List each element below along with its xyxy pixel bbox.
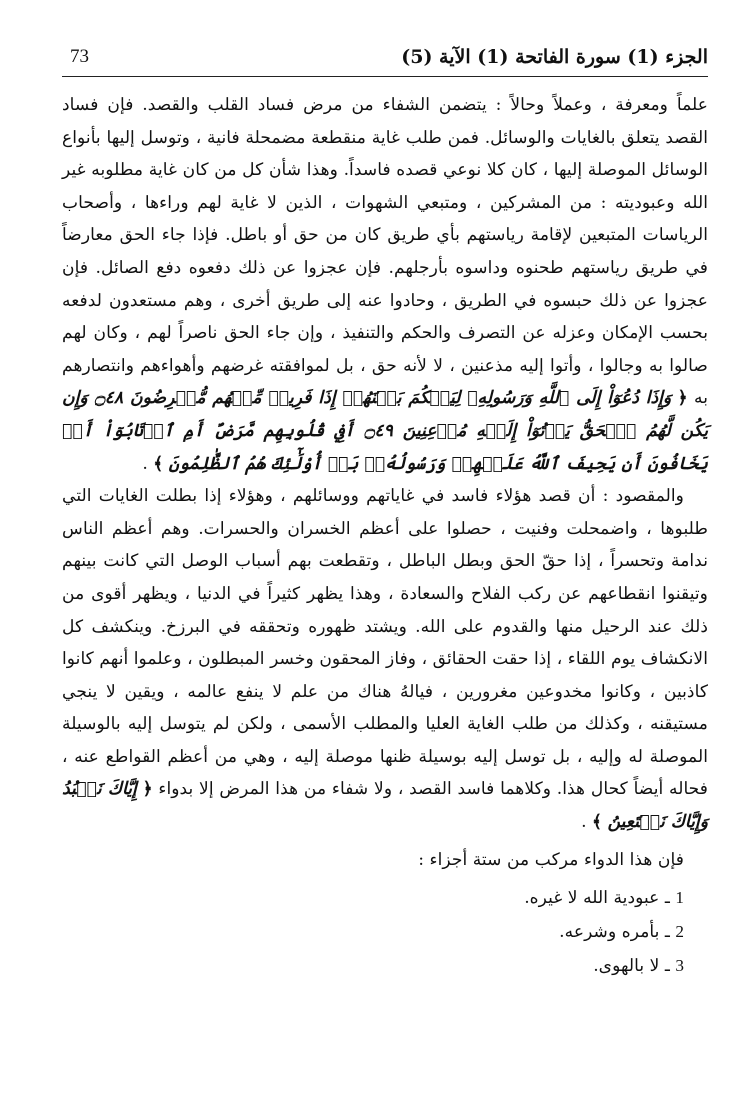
quran-open-bracket: ﴿ bbox=[677, 388, 688, 409]
list-item-number: 1 bbox=[675, 887, 684, 907]
page-header bbox=[62, 40, 708, 77]
quran-verse-1: وَإِذَا دُعُوٓاْ إِلَى ٱللَّهِ وَرَسُولِهِۦ لِيَحۡكُمَ بَيۡنَهُمۡ إِذَا فَرِيقٞ مِّنۡهُم مُّعۡرِضُونَ ۝٤٨ وَإِن يَكُن لَّهُمُ ٱلۡحَقُّ يَأۡتُوٓاْ إِلَيۡهِ مُذۡعِنِينَ ۝٤٩ أَفِي قُلُوبِهِم مَّرَضٌ أَمِ ٱرۡتَابُوٓاْ أَمۡ يَخَافُونَ أَن يَحِيفَ ٱللَّهُ عَلَيۡهِمۡ وَرَسُولُهُۥۚ بَلۡ أُوْلَٰٓئِكَ هُمُ ٱلظَّٰلِمُونَ bbox=[62, 388, 709, 474]
paragraph-2-end: . bbox=[581, 812, 587, 833]
quran-close-bracket: ﴾ bbox=[592, 812, 603, 833]
list-item-text: ـ بأمره وشرعه. bbox=[559, 921, 670, 942]
page-body bbox=[62, 89, 708, 839]
quran-close-bracket: ﴾ bbox=[153, 453, 164, 474]
list-item-number: 3 bbox=[675, 955, 684, 975]
list-item-text: ـ عبودية الله لا غيره. bbox=[524, 887, 670, 908]
list-item-text: ـ لا بالهوى. bbox=[593, 955, 670, 976]
list-item bbox=[62, 881, 708, 915]
list-intro: فإن هذا الدواء مركب من ستة أجزاء : bbox=[418, 849, 684, 870]
paragraph-1-end: . bbox=[142, 453, 148, 474]
quran-verse-2: إِيَّاكَ نَعۡبُدُ وَإِيَّاكَ نَسۡتَعِينُ bbox=[62, 779, 708, 833]
list-item-number: 2 bbox=[675, 921, 684, 941]
running-title: الجزء (1) سورة الفاتحة (1) الآية (5) bbox=[401, 46, 708, 68]
paragraph-2-text: والمقصود : أن قصد هؤلاء فاسد في غاياتهم ووسائلهم ، وهؤلاء إذا بطلت الغايات التي طلبوها ، واضمحلت وفنيت ، حصلوا على أعظم الخسران والحسرات. وهم أعظم الناس ندامة وتحسراً ، إذا حقّ الحق وبطل الباطل ، وتقطعت بهم أسباب الوصل التي كانت بينهم وتيقنوا انقطاعهم عن ركب الفلاح والسعادة ، وهذا يظهر كثيراً في الدنيا ، ويظهر أقوى من ذلك عند الرحيل منها والقدوم على الله. ويشتد ظهوره وتحققه في البرزخ. وينكشف كل الانكشاف يوم اللقاء ، إذا حقت الحقائق ، وفاز المحقون وخسر المبطلون ، وعلموا أنهم كانوا كاذبين ، وكانوا مخدوعين مغرورين ، فيالهُ هناك من علم لا ينفع عالمه ، ويقين لا ينجي مستيقنه ، وكذلك من طلب الغاية العليا والمطلب الأسمى ، ولكن لم يتوسل إليه بالوسيلة الموصلة له وإليه ، بل توسل إليه بوسيلة ظنها موصلة إليه ، وهي من أعظم القواطع عنه ، فحاله أيضاً كحال هذا. وكلاهما فاسد القصد ، ولا شفاء من هذا المرض إلا بدواء bbox=[62, 486, 708, 800]
remedy-list bbox=[62, 843, 708, 983]
paragraph-1 bbox=[62, 89, 708, 480]
list-item bbox=[62, 949, 708, 983]
book-page bbox=[62, 40, 708, 1080]
paragraph-2 bbox=[62, 480, 708, 839]
quran-open-bracket: ﴿ bbox=[142, 779, 153, 800]
paragraph-1-text: علماً ومعرفة ، وعملاً وحالاً : يتضمن الشفاء من مرض فساد القلب والقصد. فإن فساد القصد يتعلق بالغايات والوسائل. فمن طلب غاية منقطعة مضمحلة فانية ، وتوسل إليها بأنواع الوسائل الموصلة إليها ، كان كلا نوعي قصده فاسداً. وهذا شأن كل من كان غاية مطلوبه غير الله وعبوديته : من المشركين ، ومتبعي الشهوات ، الذين لا غاية لهم وراءها ، وأصحاب الرياسات المتبعين لإقامة رياستهم بأي طريق كان من حق أو باطل. فإذا جاء الحق معارضاً في طريق رياستهم طحنوه وداسوه بأرجلهم. فإن عجزوا عن ذلك دفعوه دفع الصائل. فإن عجزوا عن ذلك حبسوه في الطريق ، وحادوا عنه إلى طريق أخرى ، وهم مستعدون لدفعه بحسب الإمكان وعزله عن التصرف والحكم والتنفيذ ، وإن جاء الحق ناصراً لهم ، وكان لهم صالوا به وجالوا ، وأتوا إليه مذعنين ، لا لأنه حق ، بل لموافقته غرضهم وأهواءهم وانتصارهم به bbox=[62, 95, 709, 409]
page-number: 73 bbox=[70, 46, 89, 67]
list-item bbox=[62, 915, 708, 949]
